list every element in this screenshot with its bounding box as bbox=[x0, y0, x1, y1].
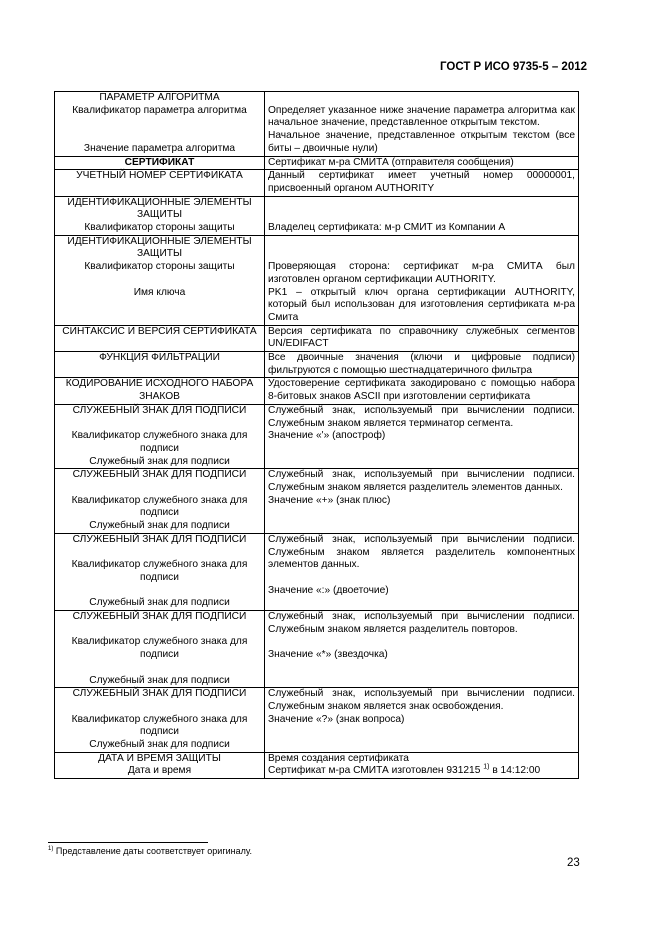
cell-line: Значение параметра алгоритма bbox=[83, 142, 236, 154]
cell-paragraph: Данный сертификат имеет учетный номер 00000001, присвоенный органом AUTHORITY bbox=[268, 170, 575, 194]
parameter-cell bbox=[55, 352, 265, 378]
cell-line: СЛУЖЕБНЫЙ ЗНАК ДЛЯ ПОДПИСИ bbox=[72, 404, 247, 416]
cell-line: Служебный знак для подписи bbox=[89, 674, 230, 686]
specification-table bbox=[54, 91, 579, 779]
parameter-cell bbox=[55, 404, 265, 469]
footnote-marker: 1) bbox=[48, 846, 54, 852]
cell-paragraph: Все двоичные значения (ключи и цифровые подписи) фильтруются с помощью шестнадцатеричного фильтра bbox=[268, 352, 575, 376]
parameter-cell bbox=[55, 469, 265, 534]
certificate-time-text: в 14:12:00 bbox=[492, 765, 541, 777]
table-row bbox=[55, 533, 579, 610]
description-cell bbox=[265, 378, 579, 404]
parameter-cell bbox=[55, 196, 265, 235]
cell-line: СЛУЖЕБНЫЙ ЗНАК ДЛЯ ПОДПИСИ bbox=[72, 611, 247, 623]
footnote bbox=[48, 846, 252, 856]
cell-line: Имя ключа bbox=[133, 286, 186, 298]
cell-line: ИДЕНТИФИКАЦИОННЫЕ ЭЛЕМЕНТЫ ЗАЩИТЫ bbox=[67, 235, 252, 260]
cell-paragraph: Значение «*» (звездочка) bbox=[268, 649, 388, 661]
footnote-ref: 1) bbox=[483, 764, 490, 772]
cell-paragraph: Значение «?» (знак вопроса) bbox=[268, 713, 405, 725]
parameter-cell bbox=[55, 611, 265, 688]
cell-line: Квалификатор стороны защиты bbox=[84, 222, 235, 234]
parameter-cell bbox=[55, 688, 265, 753]
cell-paragraph: Начальное значение, представленное открытым текстом (все биты – двоичные нули) bbox=[268, 130, 575, 154]
cell-line: ДАТА И ВРЕМЯ ЗАЩИТЫ bbox=[98, 752, 221, 764]
parameter-cell bbox=[55, 92, 265, 157]
cell-line: Квалификатор служебного знака для подписи bbox=[71, 559, 248, 583]
cell-line: Квалификатор параметра алгоритма bbox=[72, 104, 247, 116]
cell-paragraph bbox=[268, 765, 575, 778]
table-row bbox=[55, 404, 579, 469]
cell-line: СЕРТИФИКАТ bbox=[124, 156, 195, 168]
cell-paragraph: Значение «:» (двоеточие) bbox=[268, 584, 389, 596]
table-row bbox=[55, 156, 579, 170]
table-row bbox=[55, 688, 579, 753]
parameter-cell bbox=[55, 170, 265, 196]
description-cell bbox=[265, 352, 579, 378]
table-row bbox=[55, 196, 579, 235]
cell-paragraph: Значение «+» (знак плюс) bbox=[268, 494, 391, 506]
cell-paragraph: Служебный знак, используемый при вычислении подписи. Служебным знаком является разделитель повторов. bbox=[268, 611, 575, 635]
table-row bbox=[55, 352, 579, 378]
table-row bbox=[55, 325, 579, 351]
description-cell bbox=[265, 404, 579, 469]
cell-line: СЛУЖЕБНЫЙ ЗНАК ДЛЯ ПОДПИСИ bbox=[72, 469, 247, 481]
table-row bbox=[55, 378, 579, 404]
cell-paragraph: Сертификат м-ра СМИТА (отправителя сообщения) bbox=[268, 156, 514, 168]
description-cell bbox=[265, 235, 579, 325]
table-row bbox=[55, 235, 579, 325]
document-header: ГОСТ Р ИСО 9735-5 – 2012 bbox=[440, 61, 588, 73]
cell-paragraph: Удостоверение сертификата закодировано с помощью набора 8-битовых знаков ASCII при изготовлении сертификата bbox=[268, 378, 575, 403]
table-row bbox=[55, 469, 579, 534]
table-row bbox=[55, 92, 579, 157]
description-cell bbox=[265, 469, 579, 534]
description-cell bbox=[265, 196, 579, 235]
cell-paragraph: Проверяющая сторона: сертификат м-ра СМИТА был изготовлен органом сертификации AUTHORITY. bbox=[268, 261, 575, 285]
cell-paragraph: Служебный знак, используемый при вычислении подписи. Служебным знаком является терминатор сегмента. bbox=[268, 404, 575, 429]
table-row bbox=[55, 170, 579, 196]
description-cell bbox=[265, 611, 579, 688]
cell-line: КОДИРОВАНИЕ ИСХОДНОГО НАБОРА ЗНАКОВ bbox=[65, 378, 254, 403]
page-number: 23 bbox=[567, 857, 580, 869]
cell-line: УЧЕТНЫЙ НОМЕР СЕРТИФИКАТА bbox=[76, 170, 243, 182]
parameter-cell bbox=[55, 325, 265, 351]
description-cell bbox=[265, 688, 579, 753]
cell-paragraph: Определяет указанное ниже значение параметра алгоритма как начальное значение, представленное открытым текстом. bbox=[268, 104, 575, 129]
cell-paragraph: Служебный знак, используемый при вычислении подписи. Служебным знаком является разделитель элементов данных. bbox=[268, 469, 575, 494]
cell-line: Служебный знак для подписи bbox=[89, 597, 230, 609]
cell-line: СЛУЖЕБНЫЙ ЗНАК ДЛЯ ПОДПИСИ bbox=[72, 688, 247, 700]
certificate-date-text: Сертификат м-ра СМИТА изготовлен 931215 bbox=[268, 765, 481, 777]
footnote-separator bbox=[48, 842, 208, 843]
description-cell bbox=[265, 533, 579, 610]
description-cell bbox=[265, 325, 579, 351]
description-cell bbox=[265, 156, 579, 170]
cell-line: Квалификатор служебного знака для подписи bbox=[71, 636, 248, 661]
cell-paragraph: Служебный знак, используемый при вычислении подписи. Служебным знаком является знак освобождения. bbox=[268, 688, 575, 712]
cell-line: ФУНКЦИЯ ФИЛЬТРАЦИИ bbox=[99, 352, 220, 364]
parameter-cell bbox=[55, 235, 265, 325]
cell-line: Квалификатор служебного знака для подписи bbox=[71, 713, 248, 738]
parameter-cell bbox=[55, 752, 265, 778]
description-cell bbox=[265, 170, 579, 196]
cell-line: Квалификатор служебного знака для подписи bbox=[71, 494, 248, 519]
cell-line: Квалификатор стороны защиты bbox=[84, 261, 235, 273]
parameter-cell bbox=[55, 533, 265, 610]
table-row bbox=[55, 752, 579, 778]
cell-paragraph: Время создания сертификата bbox=[268, 752, 409, 764]
cell-line: СЛУЖЕБНЫЙ ЗНАК ДЛЯ ПОДПИСИ bbox=[72, 533, 247, 545]
cell-line: ИДЕНТИФИКАЦИОННЫЕ ЭЛЕМЕНТЫ ЗАЩИТЫ bbox=[67, 196, 252, 221]
cell-paragraph: PK1 – открытый ключ органа сертификации AUTHORITY, который был использован для изготовления сертификата м-ра Смита bbox=[268, 286, 575, 323]
cell-line: Дата и время bbox=[127, 765, 192, 777]
cell-line: Служебный знак для подписи bbox=[89, 520, 230, 532]
cell-paragraph: Владелец сертификата: м-р СМИТ из Компании А bbox=[268, 221, 506, 233]
cell-line: Служебный знак для подписи bbox=[89, 739, 230, 750]
cell-line: Квалификатор служебного знака для подписи bbox=[71, 430, 248, 454]
footnote-text: Представление даты соответствует оригиналу. bbox=[55, 846, 252, 856]
cell-paragraph: Версия сертификата по справочнику служебных сегментов UN/EDIFACT bbox=[268, 325, 575, 350]
description-cell bbox=[265, 92, 579, 157]
cell-line: СИНТАКСИС И ВЕРСИЯ СЕРТИФИКАТА bbox=[62, 325, 257, 337]
cell-paragraph: Значение «'» (апостроф) bbox=[268, 430, 386, 442]
cell-line: ПАРАМЕТР АЛГОРИТМА bbox=[99, 92, 220, 103]
parameter-cell bbox=[55, 378, 265, 404]
cell-paragraph: Служебный знак, используемый при вычислении подписи. Служебным знаком является разделитель компонентных элементов данных. bbox=[268, 533, 575, 571]
cell-line: Служебный знак для подписи bbox=[89, 455, 230, 467]
description-cell bbox=[265, 752, 579, 778]
parameter-cell bbox=[55, 156, 265, 170]
table-row bbox=[55, 611, 579, 688]
